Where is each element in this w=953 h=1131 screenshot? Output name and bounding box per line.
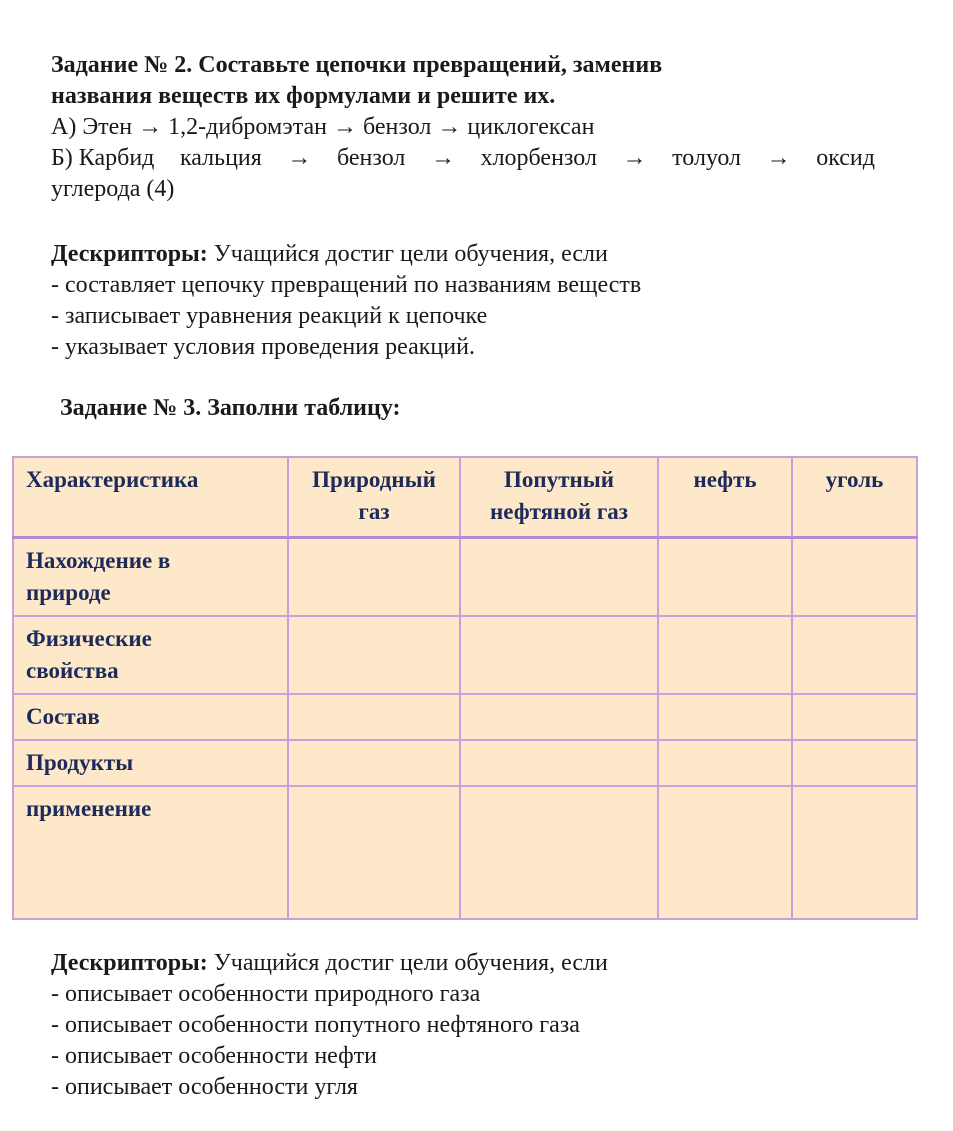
table-row <box>13 616 917 694</box>
chain-b-word: кальция <box>179 145 262 171</box>
descriptor-item: - указывает условия проведения реакций. <box>51 334 475 360</box>
header-oil: нефть <box>658 457 792 537</box>
descriptors-1-heading <box>51 239 891 270</box>
header-associated-gas: Попутный нефтяной газ <box>460 457 658 537</box>
chain-b-word: бензол <box>336 145 406 171</box>
chain-b-word: Б) Карбид <box>51 145 155 171</box>
descriptors-intro: Учащийся достиг цели обучения, если <box>207 241 608 267</box>
table-cell[interactable] <box>460 786 658 919</box>
descriptors-2 <box>51 948 891 1103</box>
chain-a: А) Этен → 1,2-дибромэтан → бензол → циклогексан <box>51 114 595 140</box>
table-cell[interactable] <box>658 740 792 786</box>
descriptors-label: Дескрипторы: <box>51 241 208 267</box>
descriptor-item: - описывает особенности нефти <box>51 1043 378 1069</box>
table-cell[interactable] <box>288 616 460 694</box>
row-label: Продукты <box>13 740 288 786</box>
table-cell[interactable] <box>288 694 460 740</box>
header-characteristic: Характеристика <box>13 457 288 537</box>
chain-b <box>51 143 875 174</box>
header-natural-gas: Природный газ <box>288 457 460 537</box>
chain-b-word: оксид <box>816 145 875 171</box>
table-row <box>13 786 917 919</box>
task-2 <box>51 50 891 205</box>
descriptors-label: Дескрипторы: <box>51 950 208 976</box>
chain-b-arrow: → <box>766 145 791 171</box>
descriptor-item: - описывает особенности попутного нефтяного газа <box>51 1012 580 1038</box>
chain-b-arrow: → <box>287 145 312 171</box>
task-2-title-line-1: Задание № 2. Составьте цепочки превращений, заменив <box>51 52 663 78</box>
table-cell[interactable] <box>658 786 792 919</box>
descriptors-1 <box>51 239 891 363</box>
descriptor-item: - составляет цепочку превращений по названиям веществ <box>51 272 642 298</box>
row-label: Нахождение в природе <box>13 537 288 616</box>
table-cell[interactable] <box>288 740 460 786</box>
table-cell[interactable] <box>460 616 658 694</box>
table-cell[interactable] <box>792 786 917 919</box>
table-cell[interactable] <box>460 694 658 740</box>
table-cell[interactable] <box>460 740 658 786</box>
table-cell[interactable] <box>658 537 792 616</box>
table-cell[interactable] <box>658 694 792 740</box>
chain-b-arrow: → <box>622 145 647 171</box>
descriptors-intro: Учащийся достиг цели обучения, если <box>207 950 608 976</box>
descriptors-2-heading <box>51 948 891 979</box>
table-row <box>13 537 917 616</box>
task-3-title: Задание № 3. Заполни таблицу: <box>60 395 401 421</box>
table-cell[interactable] <box>792 694 917 740</box>
descriptor-item: - описывает особенности угля <box>51 1074 358 1100</box>
table-cell[interactable] <box>792 616 917 694</box>
chain-b-continuation: углерода (4) <box>51 176 175 202</box>
header-coal: уголь <box>792 457 917 537</box>
row-label: Физические свойства <box>13 616 288 694</box>
row-label: Состав <box>13 694 288 740</box>
table-row <box>13 740 917 786</box>
table-cell[interactable] <box>792 537 917 616</box>
table-header-row <box>13 457 917 537</box>
table-cell[interactable] <box>792 740 917 786</box>
row-label: применение <box>13 786 288 919</box>
task-2-title-line-2: названия веществ их формулами и решите их. <box>51 83 556 109</box>
descriptor-item: - записывает уравнения реакций к цепочке <box>51 303 488 329</box>
descriptor-item: - описывает особенности природного газа <box>51 981 481 1007</box>
table-cell[interactable] <box>658 616 792 694</box>
table-cell[interactable] <box>460 537 658 616</box>
chain-b-word: хлорбензол <box>480 145 597 171</box>
table-row <box>13 694 917 740</box>
table-cell[interactable] <box>288 786 460 919</box>
chain-b-arrow: → <box>430 145 455 171</box>
table-cell[interactable] <box>288 537 460 616</box>
characteristics-table <box>12 456 918 920</box>
chain-b-word: толуол <box>672 145 742 171</box>
